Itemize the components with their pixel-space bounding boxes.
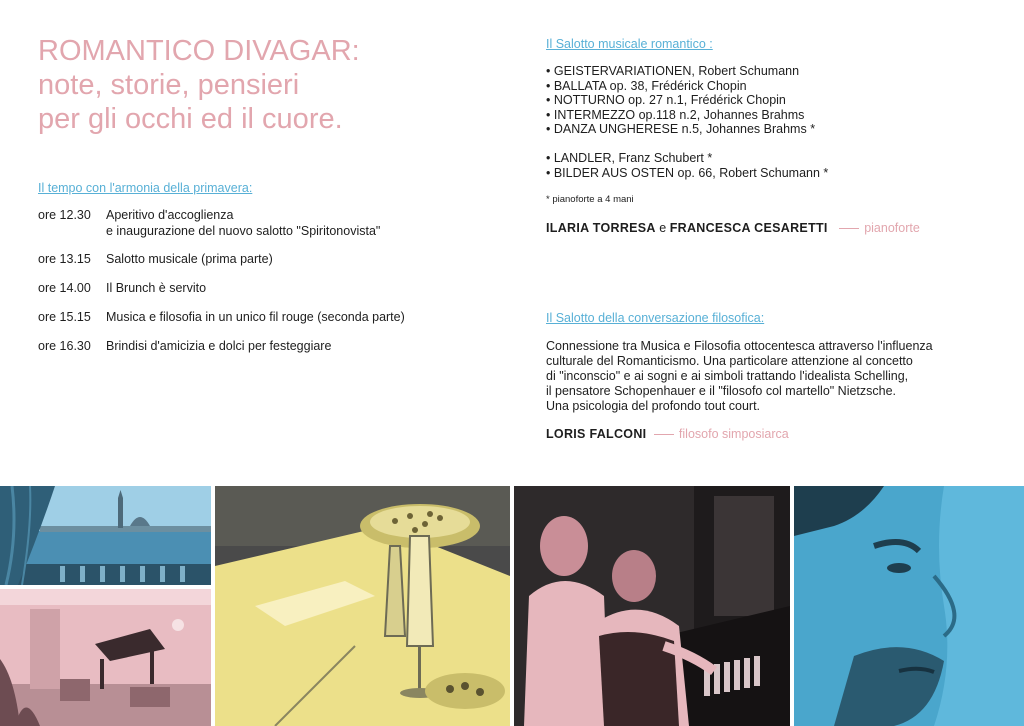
schedule-time: ore 12.30	[38, 208, 91, 222]
schedule-time: ore 16.30	[38, 339, 91, 353]
role-dash	[839, 228, 859, 229]
program-item: • INTERMEZZO op.118 n.2, Johannes Brahms	[546, 107, 805, 122]
schedule-time: ore 13.15	[38, 252, 91, 266]
schedule-row	[38, 251, 405, 280]
role-dash	[654, 434, 674, 435]
program-item: • BILDER AUS OSTEN op. 66, Robert Schumann *	[546, 165, 829, 180]
program-item: • DANZA UNGHERESE n.5, Johannes Brahms *	[546, 122, 816, 137]
performers-line	[546, 221, 920, 235]
paragraph-line: Una psicologia del profondo tout court.	[546, 399, 761, 413]
four-hands-note: * pianoforte a 4 mani	[546, 194, 634, 205]
program-item: • BALLATA op. 38, Frédérick Chopin	[546, 78, 747, 93]
schedule-activity: Il Brunch è servito	[106, 281, 207, 295]
piano-room-photo	[0, 589, 211, 726]
venice-view-photo	[0, 486, 211, 585]
schedule-heading: Il tempo con l'armonia della primavera:	[38, 181, 253, 195]
paragraph-line: di "inconscio" e ai sogni e ai simboli trattando l'idealista Schelling,	[546, 369, 909, 383]
title-line: note, storie, pensieri	[38, 69, 300, 101]
schedule-activity: Musica e filosofia in un unico fil rouge (seconda parte)	[106, 310, 405, 324]
schedule-row	[38, 207, 405, 251]
title-line: ROMANTICO DIVAGAR:	[38, 35, 360, 67]
speaker-role: filosofo simposiarca	[678, 427, 789, 441]
paragraph-line: Connessione tra Musica e Filosofia ottocentesca attraverso l'influenza	[546, 339, 933, 353]
brunch-table-photo	[215, 486, 510, 726]
performer-name: FRANCESCA CESARETTI	[669, 221, 828, 235]
music-heading: Il Salotto musicale romantico :	[546, 37, 713, 51]
speaker-line	[546, 427, 789, 441]
program-item: • LANDLER, Franz Schubert *	[546, 150, 713, 165]
schedule-activity: Salotto musicale (prima parte)	[106, 252, 273, 266]
performer-conj: e	[659, 221, 667, 235]
page-title	[38, 34, 360, 136]
schedule-row	[38, 280, 405, 309]
schedule-time: ore 14.00	[38, 281, 91, 295]
schedule-activity: e inaugurazione del nuovo salotto "Spiritonovista"	[106, 224, 381, 238]
photo-strip	[0, 486, 1024, 726]
schedule-time: ore 15.15	[38, 310, 91, 324]
schedule-activity: Aperitivo d'accoglienza	[106, 208, 234, 222]
paragraph-line: culturale del Romanticismo. Una particolare attenzione al concetto	[546, 354, 913, 368]
speaker-name: LORIS FALCONI	[546, 427, 647, 441]
philosophy-heading: Il Salotto della conversazione filosofica:	[546, 311, 765, 325]
pianists-photo	[514, 486, 790, 726]
performer-role: pianoforte	[864, 221, 920, 235]
title-line: per gli occhi ed il cuore.	[38, 103, 343, 135]
portrait-photo	[794, 486, 1024, 726]
music-program-list	[546, 64, 828, 180]
program-item: • NOTTURNO op. 27 n.1, Frédérick Chopin	[546, 93, 786, 108]
schedule-row	[38, 338, 405, 367]
schedule-activity: Brindisi d'amicizia e dolci per festeggiare	[106, 339, 332, 353]
philosophy-paragraph	[546, 339, 933, 414]
schedule-row	[38, 309, 405, 338]
program-item: • GEISTERVARIATIONEN, Robert Schumann	[546, 64, 800, 78]
paragraph-line: il pensatore Schopenhauer e il "filosofo col martello" Nietzsche.	[546, 384, 897, 398]
schedule-list	[38, 207, 405, 367]
performer-name: ILARIA TORRESA	[546, 221, 656, 235]
